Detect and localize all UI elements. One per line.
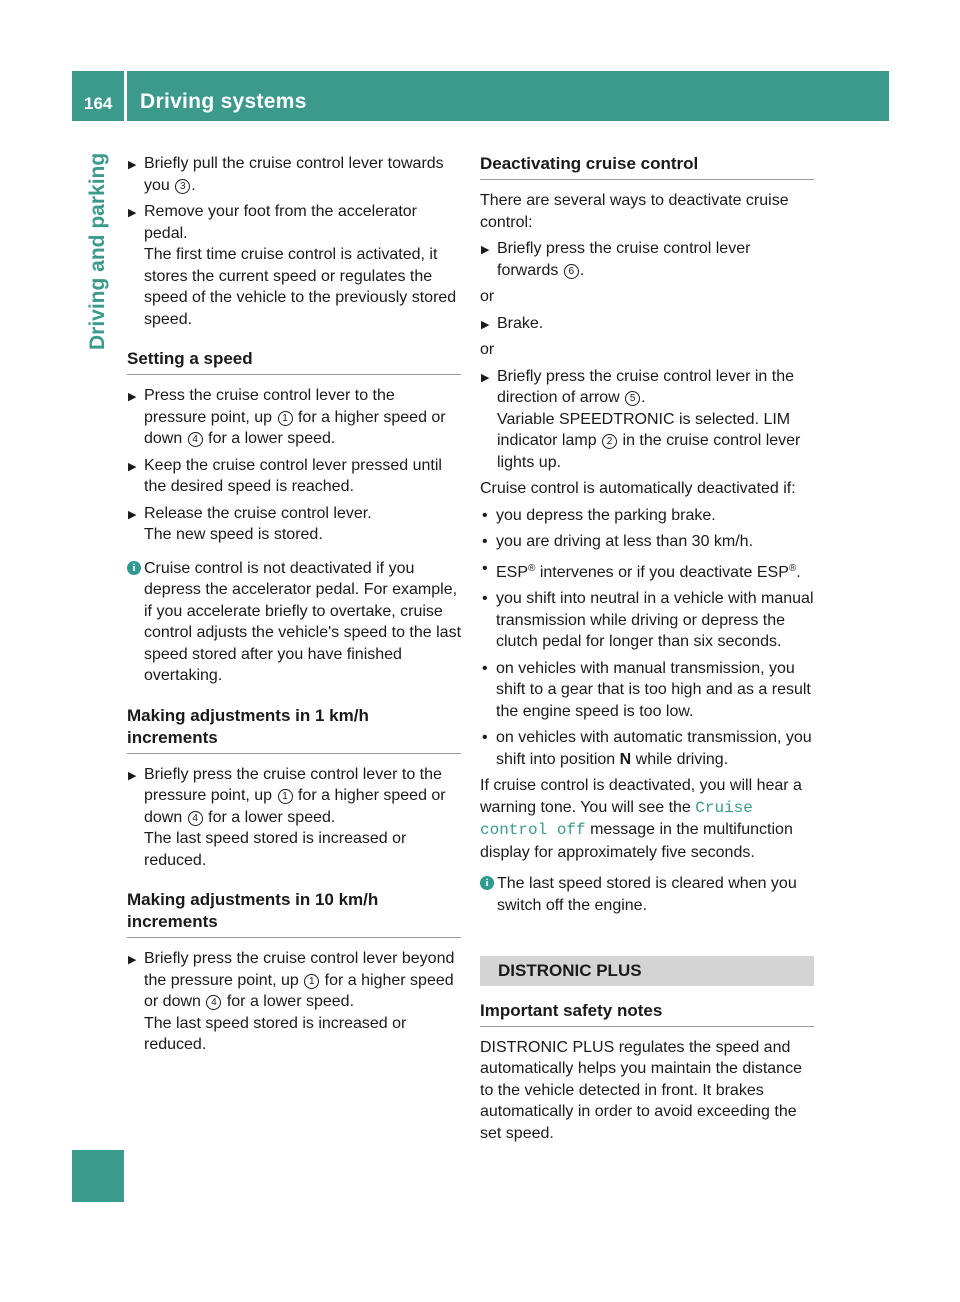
side-label bbox=[86, 140, 116, 350]
callout-3: 3 bbox=[175, 179, 190, 194]
step-pull-lever: ▶ Briefly pull the cruise control lever towards you 3 . bbox=[128, 155, 444, 194]
arrow-icon: ▶ bbox=[481, 318, 490, 331]
bullet-speed: • you are driving at less than 30 km/h. bbox=[480, 531, 814, 553]
bullet-dot: • bbox=[482, 590, 488, 607]
step-brake: ▶ Brake. bbox=[480, 313, 814, 335]
arrow-icon: ▶ bbox=[128, 460, 137, 473]
info-note-accelerator: i Cruise control is not deactivated if you depress the accelerator pedal. For example, if you accelerate briefly to overtake, cruise control adjusts the vehicle's speed to the last speed stored after you have finished overtaking. bbox=[127, 558, 461, 687]
bullet-dot: • bbox=[482, 533, 488, 550]
arrow-icon: ▶ bbox=[481, 371, 490, 384]
heading-1kmh-increments: Making adjustments in 1 km/h increments bbox=[127, 705, 461, 754]
bullet-automatic: • on vehicles with automatic transmission, you shift into position N while driving. bbox=[482, 729, 812, 768]
page-number: 164 bbox=[84, 94, 113, 113]
right-column bbox=[480, 153, 814, 1149]
bullet-dot: • bbox=[482, 729, 488, 746]
header-divider bbox=[124, 71, 127, 121]
heading-safety-notes: Important safety notes bbox=[480, 1000, 814, 1027]
step-remove-foot: ▶ Remove your foot from the accelerator pedal. The first time cruise control is activated, it stores the current speed or regulates the speed of the vehicle to the previously stored speed. bbox=[128, 203, 457, 328]
bullet-dot: • bbox=[482, 506, 488, 524]
info-icon: i bbox=[127, 561, 141, 575]
callout-1: 1 bbox=[304, 974, 319, 989]
arrow-icon: ▶ bbox=[128, 508, 137, 521]
step-press-lever: ▶ Press the cruise control lever to the pressure point, up 1 for a higher speed or down 4 for a lower speed. bbox=[128, 387, 446, 447]
paragraph-auto-deactivated: Cruise control is automatically deactivated if: bbox=[480, 480, 796, 497]
bullet-manual-gear: • on vehicles with manual transmission, you shift to a gear that is too high and as a result the engine speed is too low. bbox=[482, 659, 811, 720]
heading-deactivating: Deactivating cruise control bbox=[480, 153, 814, 180]
section-title: Driving systems bbox=[140, 90, 307, 113]
callout-1: 1 bbox=[278, 411, 293, 426]
step-press-forwards: ▶ Briefly press the cruise control lever forwards 6 . bbox=[481, 240, 751, 279]
bullet-dot: • bbox=[482, 659, 488, 677]
step-10kmh-press: ▶ Briefly press the cruise control lever beyond the pressure point, up 1 for a higher speed or down 4 for a lower speed. The last speed stored is increased or reduced. bbox=[128, 950, 455, 1053]
step-press-arrow: ▶ Briefly press the cruise control lever in the direction of arrow 5 . Variable SPEEDTRONIC is selected. LIM indicator lamp 2 in the cruise control lever lights up. bbox=[481, 367, 801, 471]
bullet-esp: • ESP® intervenes or if you deactivate ESP®. bbox=[482, 559, 801, 581]
or-text: or bbox=[480, 288, 495, 305]
callout-4: 4 bbox=[188, 432, 203, 447]
side-label-text: Driving and parking bbox=[86, 152, 109, 350]
callout-2: 2 bbox=[602, 434, 617, 449]
callout-6: 6 bbox=[564, 264, 579, 279]
paragraph-ways: There are several ways to deactivate cruise control: bbox=[480, 192, 789, 231]
arrow-icon: ▶ bbox=[128, 769, 137, 782]
step-1kmh-press: ▶ Briefly press the cruise control lever to the pressure point, up 1 for a higher speed or down 4 for a lower speed. The last speed stored is increased or reduced. bbox=[128, 765, 446, 869]
display-message: Cruise control off bbox=[480, 798, 753, 839]
heading-setting-speed: Setting a speed bbox=[127, 348, 461, 375]
info-icon: i bbox=[480, 876, 494, 890]
arrow-icon: ▶ bbox=[481, 244, 490, 256]
section-band-distronic: DISTRONIC PLUS bbox=[480, 956, 814, 986]
paragraph-warning-tone: If cruise control is deactivated, you will hear a warning tone. You will see the Cruise control off message in the multifunction display for approximately five seconds. bbox=[480, 777, 802, 861]
arrow-icon: ▶ bbox=[128, 954, 137, 966]
bullet-parking-brake: • you depress the parking brake. bbox=[480, 505, 814, 527]
step-release-lever: ▶ Release the cruise control lever. The new speed is stored. bbox=[128, 504, 372, 543]
side-square bbox=[72, 1150, 124, 1202]
bullet-dot: • bbox=[482, 559, 488, 577]
arrow-icon: ▶ bbox=[128, 159, 137, 171]
callout-5: 5 bbox=[625, 391, 640, 406]
callout-4: 4 bbox=[206, 995, 221, 1010]
or-text: or bbox=[480, 341, 495, 358]
arrow-icon: ▶ bbox=[128, 207, 137, 219]
callout-4: 4 bbox=[188, 811, 203, 826]
bullet-neutral: • you shift into neutral in a vehicle with manual transmission while driving or depress the clutch pedal for longer than six seconds. bbox=[482, 590, 814, 650]
heading-10kmh-increments: Making adjustments in 10 km/h increments bbox=[127, 889, 461, 938]
step-keep-pressed: ▶ Keep the cruise control lever pressed until the desired speed is reached. bbox=[128, 456, 442, 495]
callout-1: 1 bbox=[278, 789, 293, 804]
arrow-icon: ▶ bbox=[128, 391, 137, 403]
left-column bbox=[127, 153, 461, 1061]
paragraph-distronic: DISTRONIC PLUS regulates the speed and automatically helps you maintain the distance to the vehicle detected in front. It brakes automatically in order to avoid exceeding the set speed. bbox=[480, 1038, 802, 1142]
info-note-cleared: i The last speed stored is cleared when you switch off the engine. bbox=[480, 873, 814, 916]
